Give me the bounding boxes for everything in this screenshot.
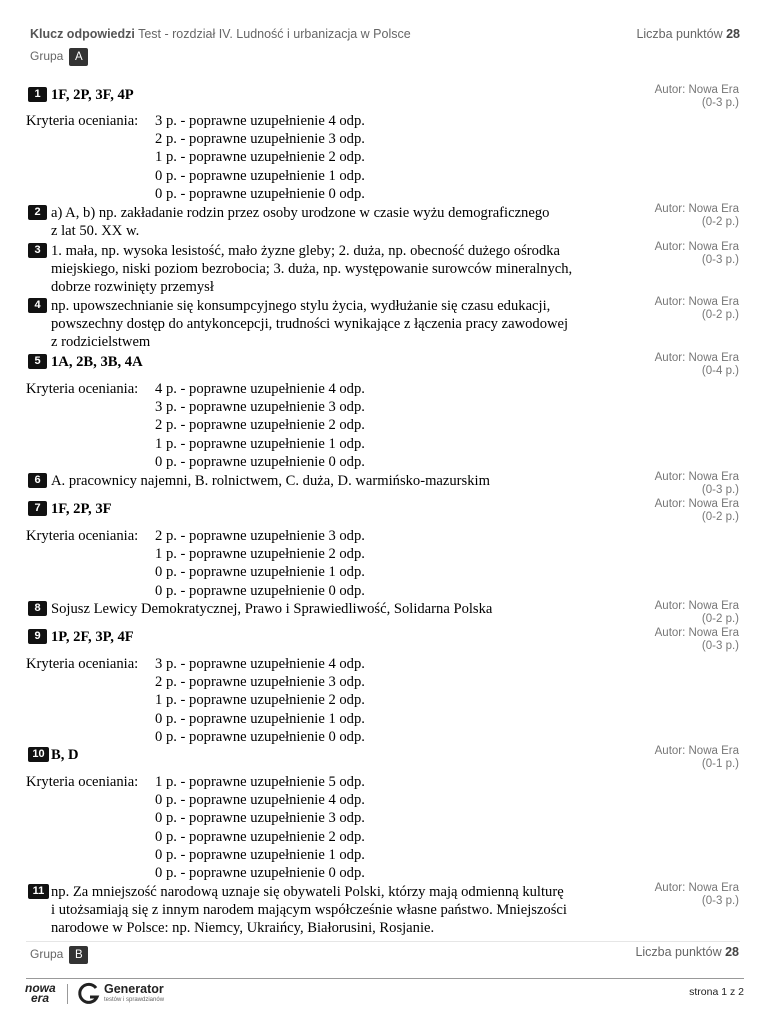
question-3 (28, 242, 648, 296)
question-number: 9 (28, 629, 47, 644)
question-number: 5 (28, 354, 47, 369)
criteria-line: 0 p. - poprawne uzupełnienie 4 odp. (155, 792, 365, 809)
criteria-line: 0 p. - poprawne uzupełnienie 2 odp. (155, 828, 365, 845)
criteria-line: 0 p. - poprawne uzupełnienie 0 odp. (155, 864, 365, 881)
answer-line: a) A, b) np. zakładanie rodzin przez osoby urodzone w czasie wyżu demograficznego (51, 205, 550, 221)
criteria-line: 3 p. - poprawne uzupełnienie 4 odp. (155, 656, 365, 672)
generator-title: Generator (104, 982, 164, 996)
question-6-meta (655, 471, 739, 497)
question-7 (28, 500, 648, 518)
criteria-line: 0 p. - poprawne uzupełnienie 0 odp. (155, 582, 365, 599)
criteria-line: 1 p. - poprawne uzupełnienie 5 odp. (155, 774, 365, 790)
criteria-line: 0 p. - poprawne uzupełnienie 1 odp. (155, 846, 365, 863)
answer-text: 1A, 2B, 3B, 4A (51, 354, 143, 370)
question-1-meta (655, 84, 739, 110)
criteria-line: 1 p. - poprawne uzupełnienie 2 odp. (155, 546, 365, 563)
criteria-line: 2 p. - poprawne uzupełnienie 3 odp. (155, 674, 365, 691)
question-4-meta (655, 296, 739, 322)
criteria-line: 0 p. - poprawne uzupełnienie 1 odp. (155, 710, 365, 727)
answer-line: powszechny dostęp do antykoncepcji, trudności wynikające z łączenia pracy zawodowej (51, 316, 569, 332)
points: (0-3 p.) (701, 640, 739, 652)
answer-line: narodowe w Polsce: np. Niemcy, Ukraińcy, Białorusini, Rosjanie. (51, 920, 435, 936)
answer-text: Sojusz Lewicy Demokratycznej, Prawo i Sprawiedliwość, Solidarna Polska (51, 601, 493, 617)
criteria-line: 3 p. - poprawne uzupełnienie 3 odp. (155, 399, 365, 416)
group-label: Grupa (30, 947, 64, 962)
criteria-label: Kryteria oceniania: (26, 381, 139, 397)
criteria-line: 1 p. - poprawne uzupełnienie 2 odp. (155, 149, 365, 166)
author: Autor: Nowa Era (654, 600, 739, 612)
question-11-meta (655, 882, 739, 908)
question-9-meta (655, 627, 739, 653)
answer-line: i utożsamiają się z innym narodem mającym współcześnie własne państwo. Mniejszości (51, 902, 567, 918)
points: (0-4 p.) (701, 365, 739, 377)
criteria-label: Kryteria oceniania: (26, 656, 139, 672)
author: Autor: Nowa Era (654, 84, 739, 96)
author: Autor: Nowa Era (654, 352, 739, 364)
question-5-meta (655, 352, 739, 378)
group-a-label (30, 48, 88, 66)
answer-text: 1P, 2F, 3P, 4F (51, 629, 134, 645)
group-label: Grupa (30, 49, 64, 64)
question-11 (28, 883, 648, 937)
answer-line: 1. mała, np. wysoka lesistość, mało żyzne gleby; 2. duża, np. obecność dużego ośrodka (51, 243, 561, 259)
question-number: 11 (28, 884, 49, 899)
question-number: 4 (28, 298, 47, 313)
answer-line: z rodzicielstwem (51, 334, 151, 350)
total-points-value: 28 (726, 27, 740, 41)
nowa-era-logo (25, 983, 56, 1003)
question-number: 3 (28, 243, 47, 258)
question-2 (28, 204, 648, 240)
answer-line: miejskiego, niski poziom bezrobocia; 3. duża, np. występowanie surowców mineralnych, (51, 261, 573, 277)
points: (0-3 p.) (701, 895, 739, 907)
criteria-line: 0 p. - poprawne uzupełnienie 3 odp. (155, 810, 365, 827)
criteria-line: 4 p. - poprawne uzupełnienie 4 odp. (155, 381, 365, 397)
total-points (636, 27, 740, 41)
criteria-line: 1 p. - poprawne uzupełnienie 1 odp. (155, 435, 365, 452)
criteria-line: 2 p. - poprawne uzupełnienie 3 odp. (155, 528, 365, 544)
answer-text: A. pracownicy najemni, B. rolnictwem, C. duża, D. warmińsko-mazurskim (51, 473, 490, 489)
answer-line: z lat 50. XX w. (51, 223, 140, 239)
criteria-label: Kryteria oceniania: (26, 113, 139, 129)
points: (0-3 p.) (701, 254, 739, 266)
author: Autor: Nowa Era (654, 296, 739, 308)
question-6 (28, 472, 648, 490)
question-number: 10 (28, 747, 49, 762)
generator-g-icon (77, 982, 101, 1006)
criteria-line: 3 p. - poprawne uzupełnienie 4 odp. (155, 113, 365, 129)
question-number: 1 (28, 87, 47, 102)
question-9 (28, 628, 648, 646)
page-number: strona 1 z 2 (689, 986, 744, 998)
criteria-line: 0 p. - poprawne uzupełnienie 1 odp. (155, 167, 365, 184)
question-number: 8 (28, 601, 47, 616)
points: (0-2 p.) (701, 216, 739, 228)
question-3-meta (655, 241, 739, 267)
points: (0-3 p.) (701, 97, 739, 109)
criteria-line: 2 p. - poprawne uzupełnienie 2 odp. (155, 417, 365, 434)
author: Autor: Nowa Era (654, 241, 739, 253)
points: (0-2 p.) (701, 511, 739, 523)
question-1 (28, 86, 648, 104)
logo-separator (67, 984, 68, 1004)
criteria-line: 0 p. - poprawne uzupełnienie 0 odp. (155, 185, 365, 202)
criteria-line: 0 p. - poprawne uzupełnienie 0 odp. (155, 453, 365, 470)
group-badge-b: B (69, 946, 88, 964)
criteria-line: 2 p. - poprawne uzupełnienie 3 odp. (155, 131, 365, 148)
answer-text: 1F, 2P, 3F (51, 501, 112, 517)
question-8 (28, 600, 648, 618)
answer-line: np. Za mniejszość narodową uznaje się obywateli Polski, którzy mają odmienną kulturę (51, 884, 564, 900)
page-header (30, 27, 740, 43)
points-label: Liczba punktów (635, 945, 722, 959)
points: (0-3 p.) (701, 484, 739, 496)
points-value: 28 (725, 945, 739, 959)
question-number: 2 (28, 205, 47, 220)
question-7-meta (655, 498, 739, 524)
author: Autor: Nowa Era (654, 203, 739, 215)
generator-subtitle: testów i sprawdzianów (104, 997, 165, 1003)
question-number: 7 (28, 501, 47, 516)
question-number: 6 (28, 473, 47, 488)
header-title: Test - rozdział IV. Ludność i urbanizacja w Polsce (138, 27, 411, 41)
question-10-meta (655, 745, 739, 771)
author: Autor: Nowa Era (654, 498, 739, 510)
criteria-label: Kryteria oceniania: (26, 528, 139, 544)
logo-line: era (31, 991, 50, 1005)
author: Autor: Nowa Era (654, 471, 739, 483)
author: Autor: Nowa Era (654, 882, 739, 894)
question-5 (28, 353, 648, 371)
footer-divider (26, 978, 744, 979)
points: (0-1 p.) (701, 758, 739, 770)
total-points-label: Liczba punktów (636, 27, 723, 41)
author: Autor: Nowa Era (654, 627, 739, 639)
header-title-bold: Klucz odpowiedzi (30, 27, 135, 41)
question-8-meta (655, 600, 739, 626)
answer-text: 1F, 2P, 3F, 4P (51, 87, 134, 103)
group-badge-a: A (69, 48, 88, 66)
points: (0-2 p.) (701, 309, 739, 321)
criteria-line: 0 p. - poprawne uzupełnienie 0 odp. (155, 728, 365, 745)
question-2-meta (655, 203, 739, 229)
answer-line: dobrze rozwinięty przemysł (51, 279, 214, 295)
answer-text: B, D (51, 747, 79, 763)
question-4 (28, 297, 648, 351)
group-b-points (635, 945, 739, 959)
group-b-label (30, 946, 88, 964)
criteria-line: 1 p. - poprawne uzupełnienie 2 odp. (155, 692, 365, 709)
question-10 (28, 746, 648, 764)
answer-line: np. upowszechnianie się konsumpcyjnego stylu życia, wydłużanie się czasu edukacji, (51, 298, 551, 314)
divider (26, 941, 740, 942)
criteria-label: Kryteria oceniania: (26, 774, 139, 790)
author: Autor: Nowa Era (654, 745, 739, 757)
criteria-line: 0 p. - poprawne uzupełnienie 1 odp. (155, 564, 365, 581)
points: (0-2 p.) (701, 613, 739, 625)
logo-line: nowa (25, 981, 56, 995)
